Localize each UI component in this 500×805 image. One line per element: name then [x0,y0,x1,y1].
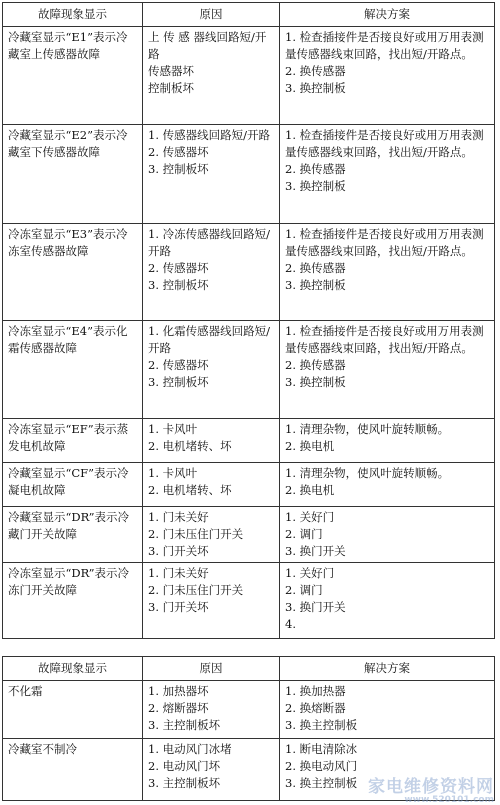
cause-item: 2. 电机堵转、坏 [148,483,232,497]
watermark-url: www.520101.com [404,795,494,805]
solution-item: 1. 清理杂物，使风叶旋转顺畅。 [285,466,450,480]
symptom-text: 冷藏室显示“E1”表示冷藏室上传感器故障 [8,30,128,61]
solution-cell [280,419,495,463]
solution-cell [280,739,495,801]
solution-item: 2. 换传感器 [285,162,346,176]
cause-item: 2. 门未压住门开关 [148,527,244,541]
solution-item: 1. 清理杂物，使风叶旋转顺畅。 [285,422,450,436]
symptom-text: 冷冻室显示“EF”表示蒸发电机故障 [8,422,129,453]
solution-item: 3. 换控制板 [285,81,346,95]
symptom-text: 冷冻室显示“DR”表示冷冻门开关故障 [8,566,130,597]
table-row [3,739,495,801]
table-row [3,419,495,463]
solution-cell [280,507,495,563]
symptom-cell [3,125,143,224]
symptom-text: 冷冻室显示“E3”表示冷冻室传感器故障 [8,227,128,258]
cause-item: 1. 电动风门冰堵 [148,742,232,756]
table-row [3,681,495,739]
cause-item: 3. 控制板坏 [148,278,209,292]
solution-item: 2. 换传感器 [285,261,346,275]
column-header-solution: 解决方案 [280,3,495,27]
solution-item: 1. 换加热器 [285,684,346,698]
cause-cell [143,224,280,321]
table-row [3,224,495,321]
cause-item: 2. 电动风门坏 [148,759,221,773]
cause-cell [143,563,280,639]
solution-item: 1. 断电清除冰 [285,742,358,756]
cause-item: 1. 门未关好 [148,510,209,524]
symptom-text: 不化霜 [8,684,43,698]
symptom-cell [3,507,143,563]
symptom-cell [3,321,143,419]
solution-item: 1. 关好门 [285,510,335,524]
cause-item: 1. 加热器坏 [148,684,209,698]
solution-item: 3. 换主控制板 [285,718,358,732]
column-header-solution: 解决方案 [280,657,495,681]
solution-item: 1. 检查插接件是否接良好或用万用表测量传感器线束回路，找出短/开路点。 [285,128,484,159]
cause-item: 2. 电机堵转、坏 [148,439,232,453]
solution-cell [280,224,495,321]
solution-cell [280,463,495,507]
fault-table-1 [2,2,495,639]
solution-item: 1. 检查插接件是否接良好或用万用表测量传感器线束回路，找出短/开路点。 [285,324,484,355]
cause-item: 3. 门开关坏 [148,600,209,614]
column-header-cause: 原因 [143,3,280,27]
table-header-row [3,657,495,681]
cause-cell [143,125,280,224]
cause-item: 1. 门未关好 [148,566,209,580]
solution-cell [280,321,495,419]
cause-item: 3. 门开关坏 [148,544,209,558]
cause-cell [143,27,280,125]
symptom-text: 冷藏室显示“CF”表示冷凝电机故障 [8,466,129,497]
solution-item: 2. 换电动风门 [285,759,358,773]
fault-table-2 [2,656,495,801]
solution-item: 2. 调门 [285,527,323,541]
cause-item: 2. 传感器坏 [148,261,209,275]
cause-item: 1. 传感器线回路短/开路 [148,128,271,142]
table-row [3,321,495,419]
watermark-text: 家电维修资料网 [368,777,494,797]
cause-item: 3. 主控制板坏 [148,776,221,790]
symptom-text: 冷冻室显示“E4”表示化霜传感器故障 [8,324,128,355]
cause-item: 2. 传感器坏 [148,145,209,159]
symptom-cell [3,739,143,801]
symptom-text: 冷藏室不制冷 [8,742,77,756]
cause-cell [143,321,280,419]
column-header-symptom: 故障现象显示 [3,3,143,27]
solution-cell [280,681,495,739]
solution-item: 2. 换电机 [285,483,335,497]
solution-item: 3. 换控制板 [285,375,346,389]
solution-item: 1. 检查插接件是否接良好或用万用表测量传感器线束回路，找出短/开路点。 [285,30,484,61]
solution-item: 2. 换传感器 [285,358,346,372]
symptom-cell [3,419,143,463]
table-row [3,563,495,639]
symptom-cell [3,463,143,507]
cause-item: 1. 卡风叶 [148,422,198,436]
cause-cell [143,463,280,507]
cause-item: 传感器坏 [148,64,194,78]
table-row [3,125,495,224]
solution-item: 2. 调门 [285,583,323,597]
solution-item: 3. 换主控制板 [285,776,358,790]
cause-item: 2. 熔断器坏 [148,701,209,715]
column-header-symptom: 故障现象显示 [3,657,143,681]
solution-item: 3. 换控制板 [285,179,346,193]
symptom-cell [3,681,143,739]
solution-item: 2. 换电机 [285,439,335,453]
solution-item: 3. 换门开关 [285,600,346,614]
table-row [3,463,495,507]
cause-item: 控制板坏 [148,81,194,95]
solution-item: 2. 换熔断器 [285,701,346,715]
table-header-row [3,3,495,27]
cause-item: 1. 冷冻传感器线回路短/开路 [148,227,271,258]
cause-item: 1. 卡风叶 [148,466,198,480]
cause-cell [143,681,280,739]
table-row [3,27,495,125]
cause-cell [143,739,280,801]
symptom-cell [3,563,143,639]
cause-item: 3. 主控制板坏 [148,718,221,732]
symptom-cell [3,27,143,125]
column-header-cause: 原因 [143,657,280,681]
table-row [3,507,495,563]
cause-cell [143,507,280,563]
symptom-text: 冷藏室显示“E2”表示冷藏室下传感器故障 [8,128,128,159]
solution-item: 1. 检查插接件是否接良好或用万用表测量传感器线束回路，找出短/开路点。 [285,227,484,258]
cause-item: 3. 控制板坏 [148,162,209,176]
solution-cell [280,125,495,224]
solution-item: 1. 关好门 [285,566,335,580]
solution-cell [280,27,495,125]
solution-item: 3. 换门开关 [285,544,346,558]
cause-cell [143,419,280,463]
cause-item: 1. 化霜传感器线回路短/开路 [148,324,271,355]
solution-cell [280,563,495,639]
solution-item: 2. 换传感器 [285,64,346,78]
solution-item: 4. [285,617,296,631]
cause-item: 2. 门未压住门开关 [148,583,244,597]
cause-item: 上 传 感 器线回路短/开路 [148,30,267,61]
cause-item: 3. 控制板坏 [148,375,209,389]
symptom-cell [3,224,143,321]
symptom-text: 冷藏室显示“DR”表示冷藏门开关故障 [8,510,130,541]
cause-item: 2. 传感器坏 [148,358,209,372]
solution-item: 3. 换控制板 [285,278,346,292]
